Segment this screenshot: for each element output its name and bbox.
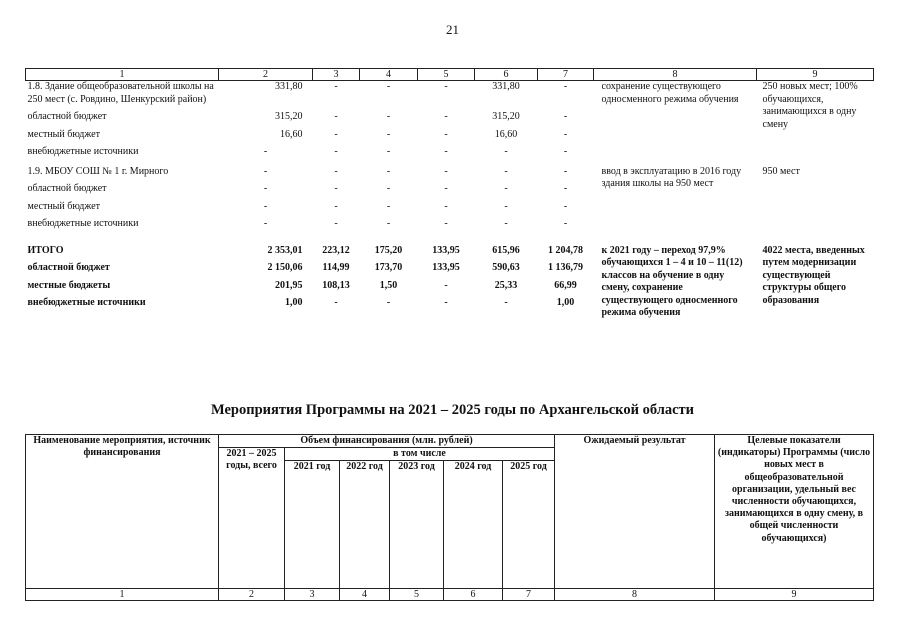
financing-table-2021-2025 bbox=[25, 434, 873, 601]
col-num-7: 7 bbox=[503, 589, 555, 601]
header-including: в том числе bbox=[285, 448, 555, 461]
value-cell: 201,95 bbox=[275, 279, 303, 291]
column-number-row bbox=[26, 69, 874, 81]
col-num-1: 1 bbox=[26, 589, 219, 601]
row-label: местный бюджет bbox=[27, 200, 100, 212]
value-cell: 1 204,78 bbox=[548, 244, 583, 256]
column-number-row bbox=[26, 589, 874, 601]
table-row bbox=[26, 81, 874, 107]
total-row bbox=[26, 245, 874, 258]
header-year: 2021 год bbox=[285, 461, 340, 589]
row-label: местный бюджет bbox=[27, 128, 100, 140]
header-year: 2022 год bbox=[340, 461, 390, 589]
expected-result: ввод в эксплуатацию в 2016 году здания школы на 950 мест bbox=[601, 165, 742, 189]
value-cell: - bbox=[504, 165, 508, 177]
col-num-6: 6 bbox=[444, 589, 503, 601]
value-cell: 1,00 bbox=[285, 297, 303, 308]
value-cell: - bbox=[334, 218, 338, 229]
header-name: Наименование мероприятия, источник финансирования bbox=[26, 435, 219, 589]
target-indicator: 4022 места, введенных путем модернизации существующей структуры общего образования bbox=[762, 244, 865, 306]
value-cell: - bbox=[563, 111, 568, 122]
value-cell: - bbox=[263, 200, 268, 212]
value-cell: 2 353,01 bbox=[267, 244, 303, 256]
value-cell: 16,60 bbox=[280, 128, 303, 140]
value-cell: - bbox=[563, 200, 568, 212]
value-cell: - bbox=[386, 218, 391, 229]
item-name: 1.8. Здание общеобразовательной школы на 250 мест (с. Ровдино, Шенкурский район) bbox=[27, 81, 214, 105]
col-num-9: 9 bbox=[757, 69, 874, 81]
value-cell: - bbox=[334, 183, 338, 194]
row-label: внебюджетные источники bbox=[27, 218, 139, 229]
col-num-5: 5 bbox=[418, 69, 475, 81]
value-cell: - bbox=[444, 297, 448, 308]
col-num-2: 2 bbox=[219, 69, 313, 81]
value-cell: 66,99 bbox=[554, 279, 577, 291]
value-cell: 223,12 bbox=[322, 244, 350, 256]
row-label: областной бюджет bbox=[27, 111, 107, 122]
value-cell: - bbox=[563, 183, 568, 194]
value-cell: 331,80 bbox=[492, 81, 520, 92]
value-cell: 25,33 bbox=[494, 279, 518, 291]
col-num-3: 3 bbox=[313, 69, 360, 81]
value-cell: - bbox=[263, 146, 268, 157]
section-title: Мероприятия Программы на 2021 – 2025 годы по Архангельской области bbox=[210, 402, 695, 418]
value-cell: 2 150,06 bbox=[267, 262, 303, 273]
value-cell: 315,20 bbox=[275, 111, 303, 122]
col-num-1: 1 bbox=[26, 69, 219, 81]
header-finance: Объем финансирования (млн. рублей) bbox=[219, 435, 555, 448]
value-cell: 315,20 bbox=[492, 111, 520, 122]
value-cell: - bbox=[334, 128, 338, 140]
value-cell: - bbox=[386, 165, 391, 177]
value-cell: - bbox=[504, 200, 508, 212]
value-cell: - bbox=[263, 165, 268, 177]
value-cell: - bbox=[263, 218, 268, 229]
value-cell: 173,70 bbox=[374, 262, 403, 273]
row-label: местные бюджеты bbox=[27, 279, 111, 291]
col-num-9: 9 bbox=[715, 589, 874, 601]
col-num-6: 6 bbox=[475, 69, 538, 81]
value-cell: - bbox=[386, 146, 391, 157]
value-cell: - bbox=[444, 146, 448, 157]
value-cell: - bbox=[504, 218, 508, 229]
value-cell: 108,13 bbox=[322, 279, 350, 291]
page-number: 21 bbox=[446, 22, 459, 37]
value-cell: - bbox=[444, 218, 448, 229]
expected-result: сохранение существующего односменного режима обучения bbox=[601, 81, 739, 105]
header-result: Ожидаемый результат bbox=[555, 435, 715, 589]
value-cell: - bbox=[563, 146, 568, 157]
col-num-3: 3 bbox=[285, 589, 340, 601]
value-cell: - bbox=[444, 111, 448, 122]
value-cell: - bbox=[504, 183, 508, 194]
value-cell: - bbox=[334, 81, 338, 92]
col-num-8: 8 bbox=[555, 589, 715, 601]
value-cell: 331,80 bbox=[275, 81, 303, 92]
value-cell: - bbox=[563, 218, 568, 229]
header-total: 2021 – 2025 годы, всего bbox=[219, 448, 285, 589]
target-indicator: 250 новых мест; 100% обучающихся, занимающихся в одну смену bbox=[762, 81, 858, 130]
value-cell: 1,00 bbox=[556, 297, 575, 308]
financing-table-2016-2020 bbox=[25, 68, 873, 344]
value-cell: - bbox=[386, 183, 391, 194]
value-cell: 590,63 bbox=[492, 262, 520, 273]
value-cell: 133,95 bbox=[432, 262, 460, 273]
target-indicator: 950 мест bbox=[762, 165, 800, 177]
value-cell: - bbox=[504, 146, 508, 157]
value-cell: - bbox=[444, 183, 448, 194]
col-num-4: 4 bbox=[340, 589, 390, 601]
value-cell: - bbox=[563, 165, 568, 177]
header-row bbox=[26, 435, 874, 448]
value-cell: - bbox=[386, 81, 391, 92]
col-num-5: 5 bbox=[390, 589, 444, 601]
row-label: внебюджетные источники bbox=[27, 297, 146, 308]
row-label: ИТОГО bbox=[27, 244, 64, 256]
row-label: внебюджетные источники bbox=[27, 146, 139, 157]
row-label: областной бюджет bbox=[27, 262, 110, 273]
value-cell: - bbox=[504, 297, 508, 308]
col-num-7: 7 bbox=[538, 69, 594, 81]
value-cell: - bbox=[386, 297, 391, 308]
value-cell: - bbox=[334, 165, 338, 177]
value-cell: - bbox=[334, 146, 338, 157]
value-cell: - bbox=[444, 200, 448, 212]
header-year: 2024 год bbox=[444, 461, 503, 589]
value-cell: 114,99 bbox=[322, 262, 350, 273]
value-cell: - bbox=[386, 200, 391, 212]
expected-result: к 2021 году – переход 97,9% обучающихся 1 – 4 и 10 – 11(12) классов на обучение в одну смену, сохранение существующего односменного режима обучения bbox=[601, 244, 743, 318]
value-cell: 1 136,79 bbox=[548, 262, 583, 273]
value-cell: - bbox=[444, 128, 448, 140]
col-num-8: 8 bbox=[594, 69, 757, 81]
value-cell: - bbox=[563, 81, 568, 92]
col-num-2: 2 bbox=[219, 589, 285, 601]
value-cell: - bbox=[386, 111, 391, 122]
value-cell: - bbox=[563, 128, 568, 140]
value-cell: - bbox=[444, 81, 448, 92]
header-year: 2025 год bbox=[503, 461, 555, 589]
item-name: 1.9. МБОУ СОШ № 1 г. Мирного bbox=[27, 165, 169, 177]
value-cell: 175,20 bbox=[374, 244, 403, 256]
value-cell: 16,60 bbox=[494, 128, 518, 140]
header-year: 2023 год bbox=[390, 461, 444, 589]
value-cell: - bbox=[444, 279, 448, 291]
header-indicator: Целевые показатели (индикаторы) Программы (число новых мест в общеобразовательной организации, удельный вес численности обучающихся, занимающихся в одну смену, в общей численности обучающихся) bbox=[715, 435, 874, 589]
value-cell: - bbox=[334, 111, 338, 122]
value-cell: - bbox=[334, 200, 338, 212]
value-cell: 1,50 bbox=[379, 279, 398, 291]
value-cell: 133,95 bbox=[432, 244, 460, 256]
value-cell: - bbox=[334, 297, 338, 308]
row-label: областной бюджет bbox=[27, 183, 107, 194]
value-cell: - bbox=[386, 128, 391, 140]
value-cell: - bbox=[444, 165, 448, 177]
value-cell: 615,96 bbox=[492, 244, 520, 256]
value-cell: - bbox=[263, 183, 268, 194]
col-num-4: 4 bbox=[360, 69, 418, 81]
table-row bbox=[26, 166, 874, 179]
